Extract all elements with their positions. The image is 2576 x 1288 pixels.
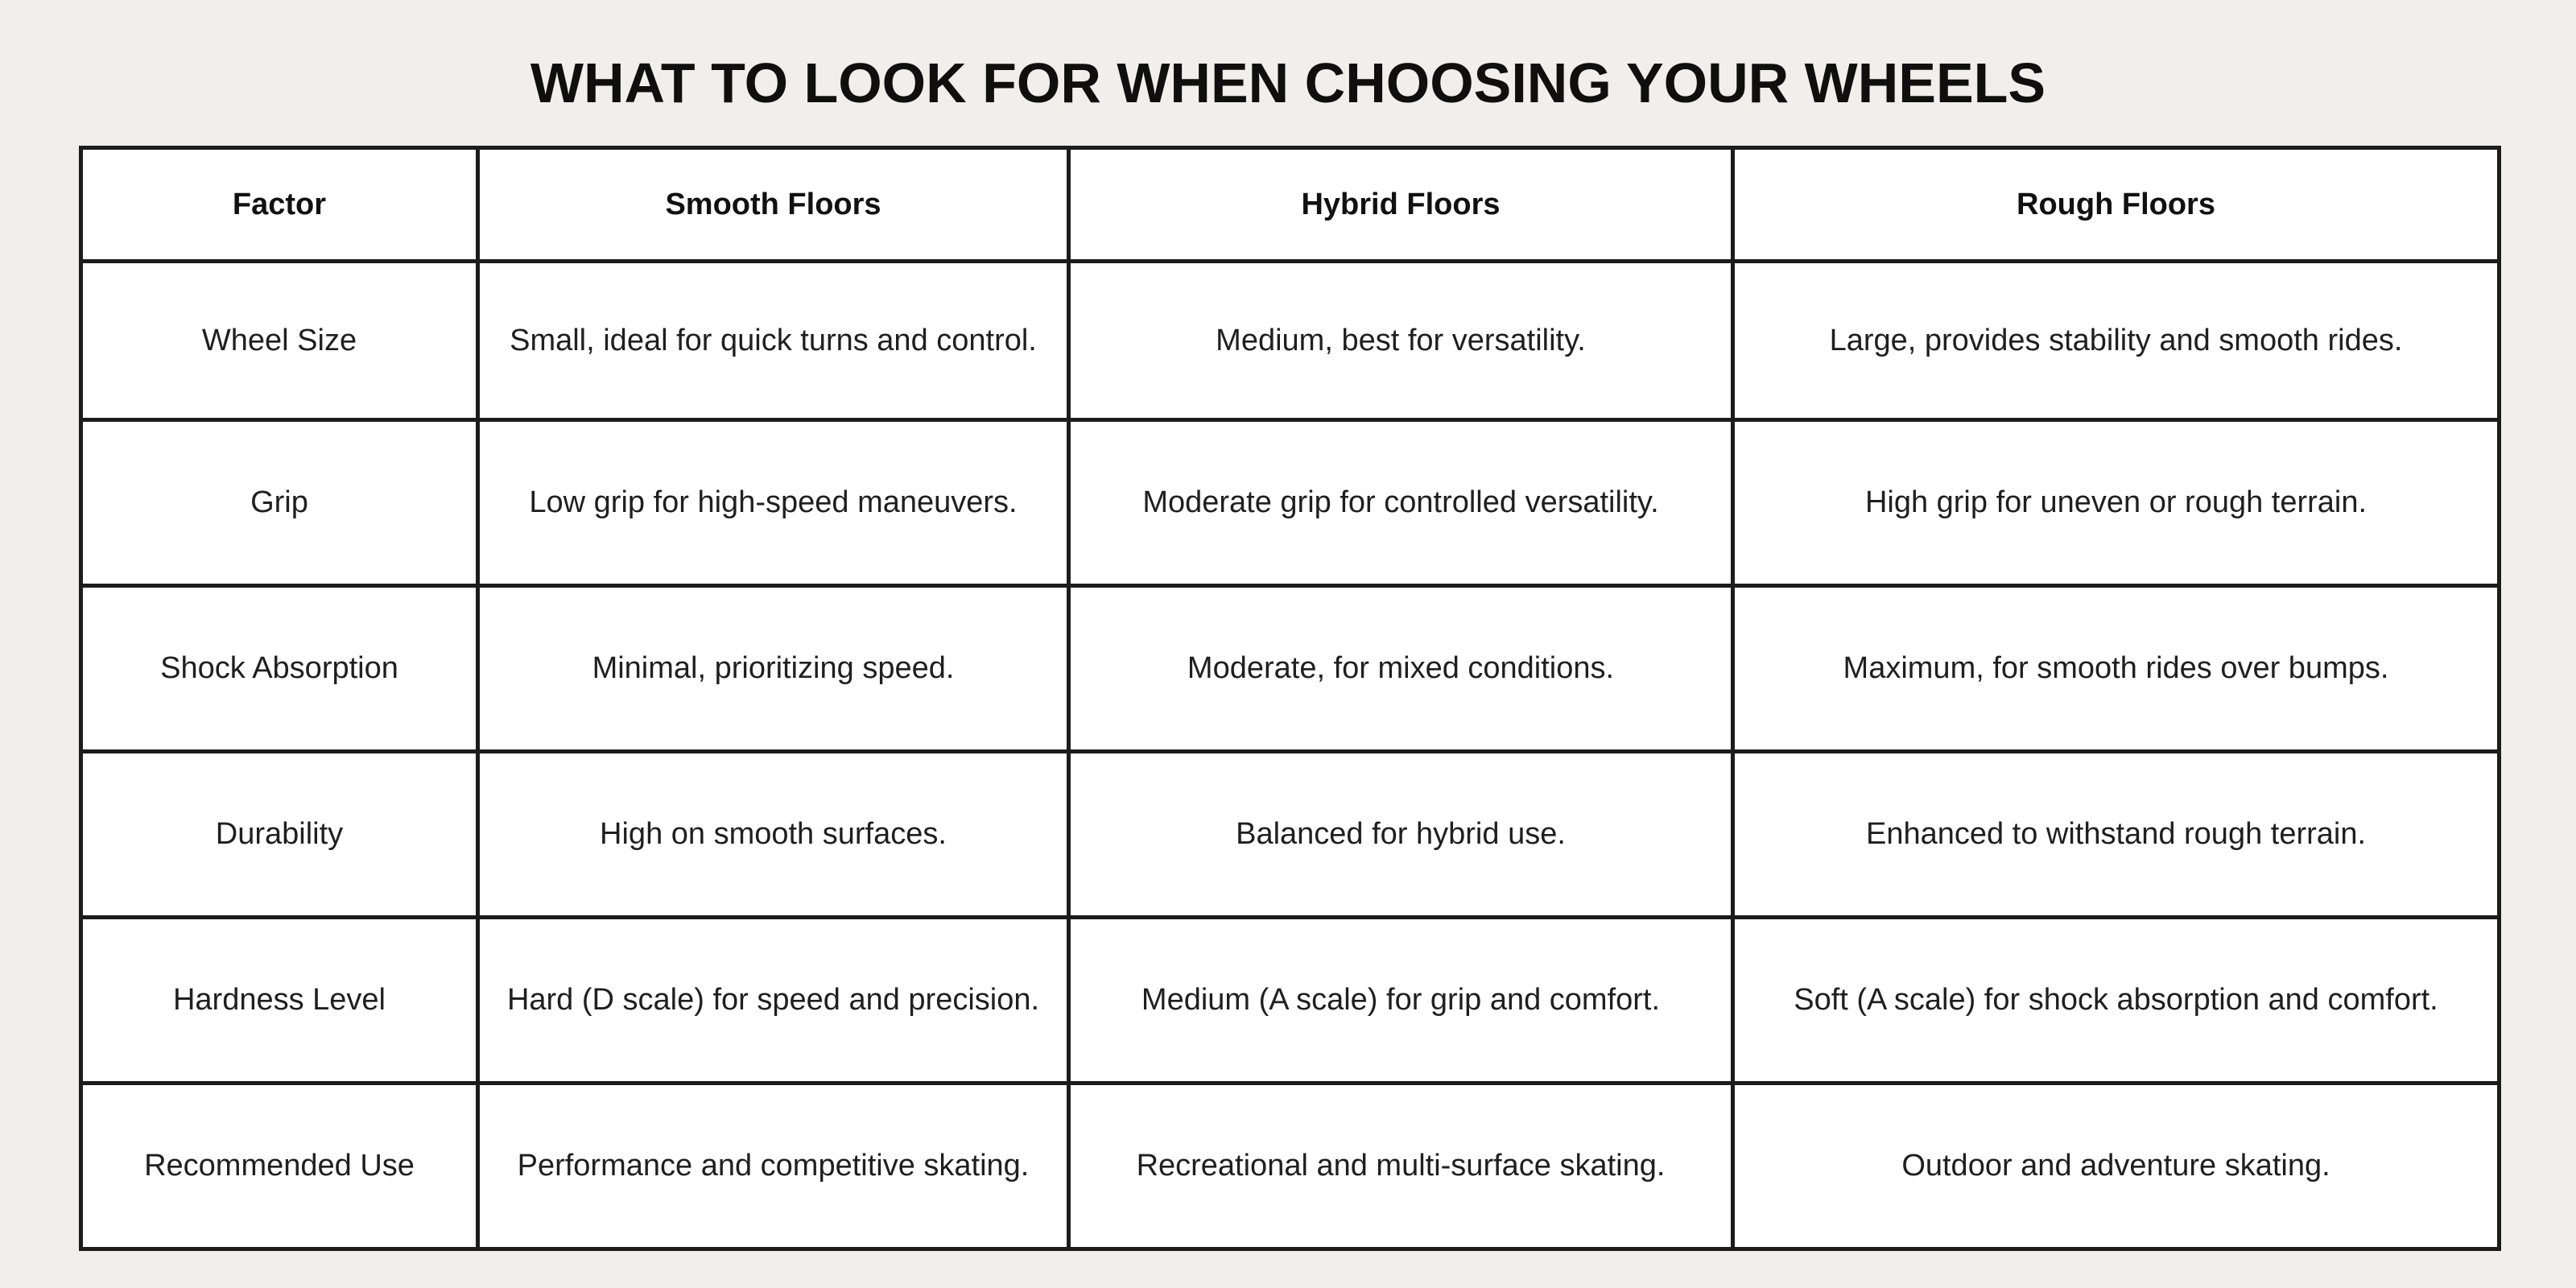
header-hybrid-floors: Hybrid Floors xyxy=(1069,148,1733,262)
table-header-row xyxy=(81,148,2500,262)
table-row-shock-absorption xyxy=(81,586,2500,752)
table-row-hardness-level xyxy=(81,918,2500,1084)
rough-cell: Soft (A scale) for shock absorption and comfort. xyxy=(1733,918,2500,1084)
factor-cell: Shock Absorption xyxy=(81,586,478,752)
header-rough-floors: Rough Floors xyxy=(1733,148,2500,262)
hybrid-cell: Moderate, for mixed conditions. xyxy=(1069,586,1733,752)
rough-cell: High grip for uneven or rough terrain. xyxy=(1733,420,2500,586)
smooth-cell: Hard (D scale) for speed and precision. xyxy=(478,918,1069,1084)
smooth-cell: High on smooth surfaces. xyxy=(478,752,1069,918)
factor-cell: Hardness Level xyxy=(81,918,478,1084)
factor-cell: Durability xyxy=(81,752,478,918)
factor-cell: Grip xyxy=(81,420,478,586)
hybrid-cell: Recreational and multi-surface skating. xyxy=(1069,1084,1733,1249)
factor-cell: Recommended Use xyxy=(81,1084,478,1249)
page-title: WHAT TO LOOK FOR WHEN CHOOSING YOUR WHEELS xyxy=(530,52,2046,114)
header-smooth-floors: Smooth Floors xyxy=(478,148,1069,262)
hybrid-cell: Balanced for hybrid use. xyxy=(1069,752,1733,918)
hybrid-cell: Medium (A scale) for grip and comfort. xyxy=(1069,918,1733,1084)
table-row-recommended-use xyxy=(81,1084,2500,1249)
smooth-cell: Small, ideal for quick turns and control. xyxy=(478,262,1069,420)
hybrid-cell: Medium, best for versatility. xyxy=(1069,262,1733,420)
rough-cell: Enhanced to withstand rough terrain. xyxy=(1733,752,2500,918)
smooth-cell: Performance and competitive skating. xyxy=(478,1084,1069,1249)
rough-cell: Outdoor and adventure skating. xyxy=(1733,1084,2500,1249)
smooth-cell: Minimal, prioritizing speed. xyxy=(478,586,1069,752)
rough-cell: Maximum, for smooth rides over bumps. xyxy=(1733,586,2500,752)
hybrid-cell: Moderate grip for controlled versatility. xyxy=(1069,420,1733,586)
smooth-cell: Low grip for high-speed maneuvers. xyxy=(478,420,1069,586)
comparison-table xyxy=(79,146,2501,1251)
factor-cell: Wheel Size xyxy=(81,262,478,420)
header-factor: Factor xyxy=(81,148,478,262)
table-row-wheel-size xyxy=(81,262,2500,420)
table-row-grip xyxy=(81,420,2500,586)
rough-cell: Large, provides stability and smooth rides. xyxy=(1733,262,2500,420)
table-row-durability xyxy=(81,752,2500,918)
